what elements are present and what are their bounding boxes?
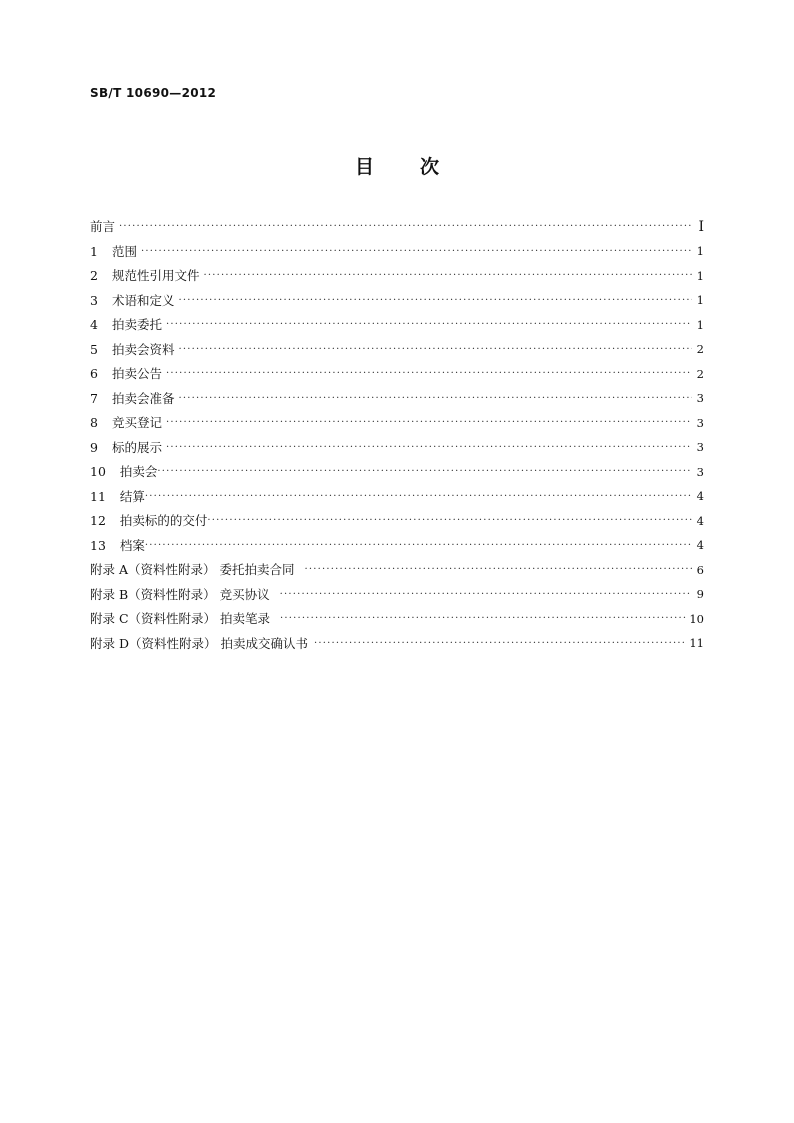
toc-item-13[interactable] [90,534,704,559]
toc-label: 拍卖会资料 [111,341,175,357]
toc-leader [145,541,692,551]
toc-number: 10 [90,464,106,479]
toc-item-appendix-b[interactable] [90,583,704,608]
toc-label: 拍卖会 [119,464,158,479]
toc-label: 标的展示 [111,439,162,455]
toc-item-6[interactable] [90,362,704,387]
toc-number: 6 [90,366,98,381]
toc-label: 结算 [119,488,145,504]
toc-leader [203,271,692,281]
toc-item-appendix-c[interactable] [90,607,704,632]
toc-leader [141,247,692,257]
toc-number: 9 [90,439,98,455]
toc-label: 拍卖公告 [111,366,162,381]
toc-item-8[interactable] [90,411,704,436]
toc-label: 档案 [119,537,145,553]
toc-number: 8 [90,415,98,430]
toc-label: 附录 C（资料性附录） 拍卖笔录 [90,611,271,626]
toc-item-2[interactable] [90,264,704,289]
toc-label: 拍卖委托 [111,317,162,332]
toc-label: 附录 D（资料性附录） 拍卖成交确认书 [90,635,308,651]
page-title: 目次 [354,156,485,178]
toc-label: 前言 [90,219,116,234]
toc-label: 拍卖会准备 [111,390,175,406]
toc-leader [207,516,692,526]
toc-leader [166,418,692,428]
toc-page: 3 [696,415,704,430]
document-code: SB/T 10690—2012 [90,86,217,100]
toc-page: 10 [689,611,704,626]
toc-label: 附录 B（资料性附录） 竞买协议 [90,586,270,602]
toc-item-7[interactable] [90,387,704,412]
toc-number: 2 [90,268,98,283]
toc-item-foreword[interactable] [90,215,704,240]
toc-leader [304,565,692,575]
toc-label: 竞买登记 [111,415,162,430]
toc-item-12[interactable] [90,509,704,534]
toc-item-1[interactable] [90,240,704,265]
toc-label: 拍卖标的的交付 [119,513,208,528]
toc-page: 11 [689,636,704,650]
toc-page: 3 [696,440,704,454]
toc-page: 1 [696,293,704,307]
toc-item-10[interactable] [90,460,704,485]
toc-page: 4 [696,538,704,552]
toc-leader [178,296,692,306]
table-of-contents [90,215,704,656]
toc-number: 7 [90,390,98,406]
toc-label: 附录 A（资料性附录） 委托拍卖合同 [90,562,295,577]
toc-number: 1 [90,243,98,259]
toc-leader [166,443,692,453]
toc-leader [178,394,692,404]
toc-number: 3 [90,292,98,308]
toc-number: 12 [90,513,106,528]
toc-item-11[interactable] [90,485,704,510]
toc-page: 3 [696,391,704,405]
toc-item-5[interactable] [90,338,704,363]
toc-page: 6 [696,562,704,577]
toc-page: 2 [696,366,704,381]
toc-leader [119,222,692,232]
toc-leader [166,320,692,330]
toc-page: 4 [696,513,704,528]
toc-leader [178,345,692,355]
toc-leader [280,590,692,600]
toc-item-4[interactable] [90,313,704,338]
toc-page: 3 [696,464,704,479]
toc-number: 4 [90,317,98,332]
toc-item-3[interactable] [90,289,704,314]
toc-leader [145,492,692,502]
toc-page: 1 [696,244,704,258]
toc-item-9[interactable] [90,436,704,461]
toc-page: 1 [696,317,704,332]
toc-leader [166,369,692,379]
toc-label: 规范性引用文件 [111,268,200,283]
toc-page: 2 [696,342,704,356]
toc-item-appendix-a[interactable] [90,558,704,583]
toc-page: 1 [696,268,704,283]
toc-page: 4 [696,489,704,503]
toc-label: 术语和定义 [111,292,175,308]
toc-label: 范围 [111,243,137,259]
toc-number: 5 [90,341,98,357]
toc-page: 9 [696,587,704,601]
toc-leader [314,639,687,649]
toc-number: 13 [90,537,106,553]
toc-leader [157,467,692,477]
toc-leader [280,614,687,624]
toc-item-appendix-d[interactable] [90,632,704,657]
toc-number: 11 [90,488,106,504]
toc-page: I [698,219,704,236]
